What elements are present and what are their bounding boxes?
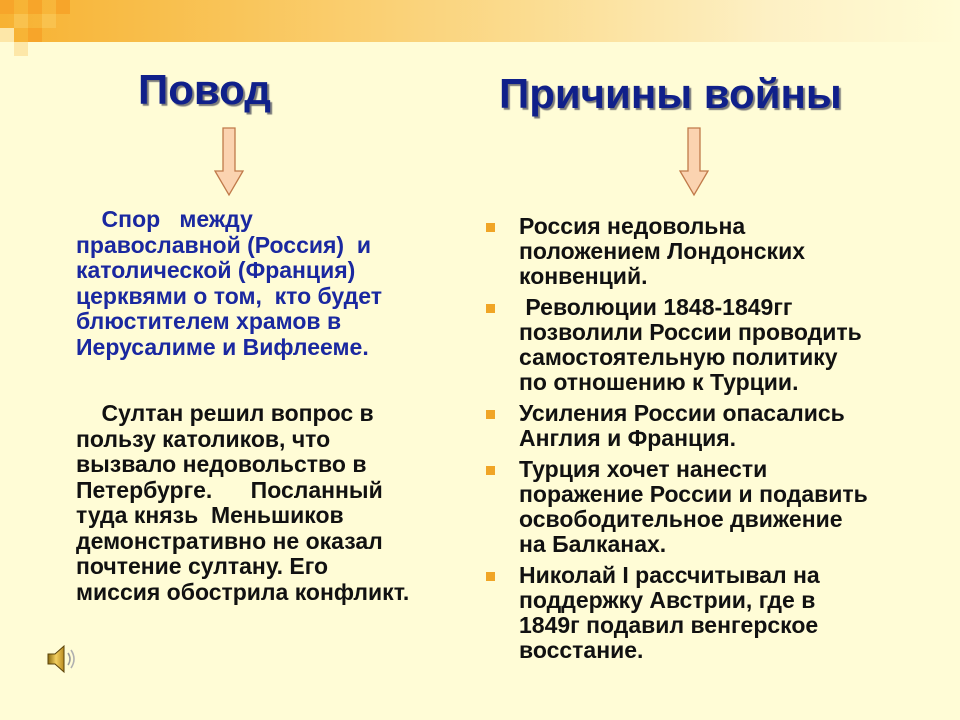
decor-square [56,0,70,14]
bullet-icon [486,304,495,313]
decor-square [14,14,28,28]
down-arrow-icon [214,127,244,197]
bullet-icon [486,466,495,475]
bullet-icon [486,223,495,232]
heading-prichiny: Причины войны [499,70,842,117]
list-item [484,295,954,395]
decor-square [0,0,14,14]
bullet-icon [486,410,495,419]
decor-square [42,14,56,28]
list-item-text: Усиления России опасались Англия и Франция. [519,400,845,451]
left-paragraph-dispute: Спор между православной (Россия) и католической (Франция) церквями о том, кто будет блюстителем храмов в Иерусалиме и Вифлееме. [76,206,383,360]
list-item-text: Революции 1848-1849гг позволили России проводить самостоятельную политику по отношению к Турции. [519,294,862,395]
down-arrow-icon [679,127,709,197]
decor-square [28,28,42,42]
decor-square [14,42,28,56]
left-paragraph-sultan: Султан решил вопрос в пользу католиков, что вызвало недовольство в Петербурге. Посланный туда князь Меньшиков демонстративно не оказал почтение султану. Его миссия обострила конфликт. [76,400,410,605]
list-item-text: Россия недовольна положением Лондонских конвенций. [519,213,805,289]
speaker-icon[interactable] [46,642,78,676]
list-item [484,401,954,451]
list-item [484,563,954,663]
list-item-text: Николай I рассчитывал на поддержку Австрии, где в 1849г подавил венгерское восстание. [519,562,820,663]
causes-list [484,214,954,669]
bullet-icon [486,572,495,581]
heading-povod: Повод [138,66,271,113]
decor-square [0,28,14,42]
top-decor-bar [0,0,960,42]
list-item [484,214,954,289]
decor-square [28,0,42,14]
list-item-text: Турция хочет нанести поражение России и подавить освободительное движение на Балканах. [519,456,868,557]
list-item [484,457,954,557]
